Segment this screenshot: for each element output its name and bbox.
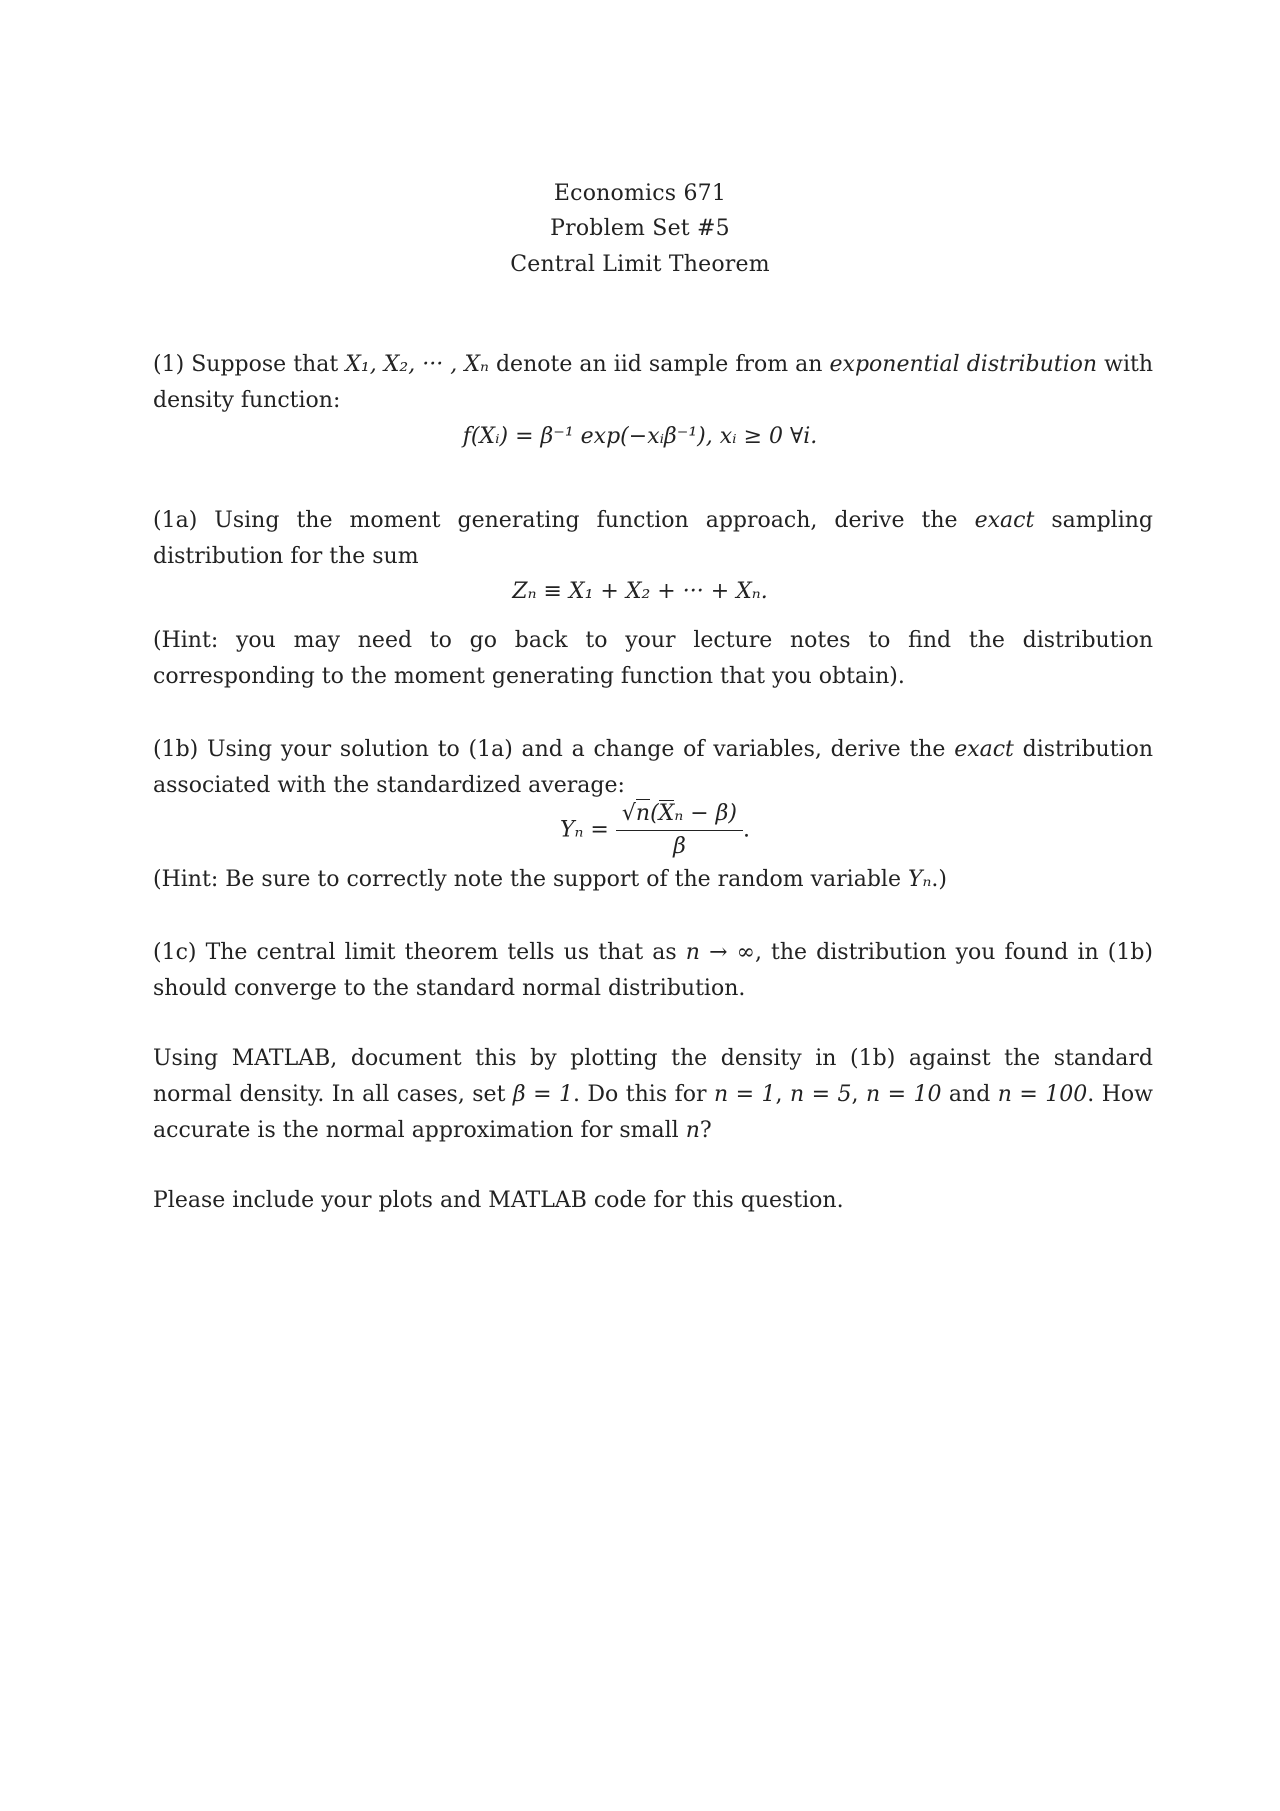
standardized-average-equation (560, 800, 800, 861)
q1a-emph: exact (974, 508, 1035, 533)
matlab-small-n: n (685, 1118, 700, 1143)
q1a-text-suffix: sampling distribution for the sum (153, 508, 1153, 569)
problem-set-topic: Central Limit Theorem (510, 252, 770, 277)
question-1c-text (153, 935, 1153, 1007)
x-bar: X (658, 801, 675, 826)
q1b-hint-var: Yₙ (907, 867, 932, 892)
course-title: Economics 671 (553, 181, 727, 206)
n-10: n = 10 (865, 1082, 942, 1107)
n-100: n = 100 (997, 1082, 1088, 1107)
matlab-text-d: ? (699, 1118, 712, 1143)
q1-intro-suffix: with density function: (153, 352, 1154, 413)
problem-set-number: Problem Set #5 (550, 216, 730, 241)
matlab-text-b: . Do this for (572, 1082, 714, 1107)
q1c-text-suffix: , the distribution you found in (1b) should converge to the standard normal distribution. (153, 940, 1154, 1001)
density-equation: f(Xᵢ) = β⁻¹ exp(−xᵢβ⁻¹), xᵢ ≥ 0 ∀i. (462, 424, 818, 449)
fraction-denominator: β (673, 834, 686, 859)
q1b-hint-prefix: (Hint: Be sure to correctly note the support of the random variable (153, 867, 908, 892)
q1b-text-suffix: distribution associated with the standardized average: (153, 737, 1153, 798)
question-1a-text (153, 503, 1153, 575)
question-1-intro (153, 347, 1153, 419)
n-5: n = 5 (789, 1082, 852, 1107)
sqrt-n: n (635, 801, 651, 826)
q1c-text-prefix: (1c) The central limit theorem tells us that as (153, 940, 686, 965)
beta-value: β = 1 (512, 1082, 573, 1107)
equation-period: . (742, 817, 750, 843)
q1-distribution-name: exponential distribution (829, 352, 1098, 377)
q1c-limit: n → ∞ (685, 940, 755, 965)
fraction-numerator: √n(Xₙ − β) (616, 800, 743, 831)
q1a-text-prefix: (1a) Using the moment generating function approach, derive the (153, 508, 975, 533)
y-n-lhs: Yₙ = (560, 817, 609, 843)
n-1: n = 1 (713, 1082, 776, 1107)
closing-instruction: Please include your plots and MATLAB code for this question. (153, 1188, 844, 1213)
q1-sample-vars: X₁, X₂, ··· , Xₙ (345, 352, 489, 377)
question-1b-hint (153, 862, 1153, 898)
matlab-text-a: Using MATLAB, document this by plotting the density in (1b) against the standard normal density. In all cases, set (153, 1046, 1153, 1107)
matlab-text-c: . How accurate is the normal approximation for small (153, 1082, 1154, 1143)
q1-intro-prefix: (1) Suppose that (153, 352, 346, 377)
q1b-emph: exact (954, 737, 1014, 762)
question-1a-hint: (Hint: you may need to go back to your lecture notes to find the distribution corresponding to the moment generating function that you obtain). (153, 628, 1153, 689)
q1-intro-middle: denote an iid sample from an (488, 352, 830, 377)
numerator-rest: ₙ − β) (674, 801, 737, 826)
sum-equation: Zₙ ≡ X₁ + X₂ + ··· + Xₙ. (512, 579, 768, 604)
q1b-text-prefix: (1b) Using your solution to (1a) and a change of variables, derive the (153, 737, 955, 762)
fraction (616, 800, 743, 861)
question-1b-text (153, 732, 1153, 804)
matlab-instructions: Using MATLAB, document this by plotting the density in (1b) against the standard normal density. In all cases, set β = 1. Do this for n = 1, n = 5, n = 10 and n = 100. How accurate is the normal approximation for small n? (153, 1046, 1154, 1143)
q1b-hint-suffix: .) (931, 867, 947, 892)
